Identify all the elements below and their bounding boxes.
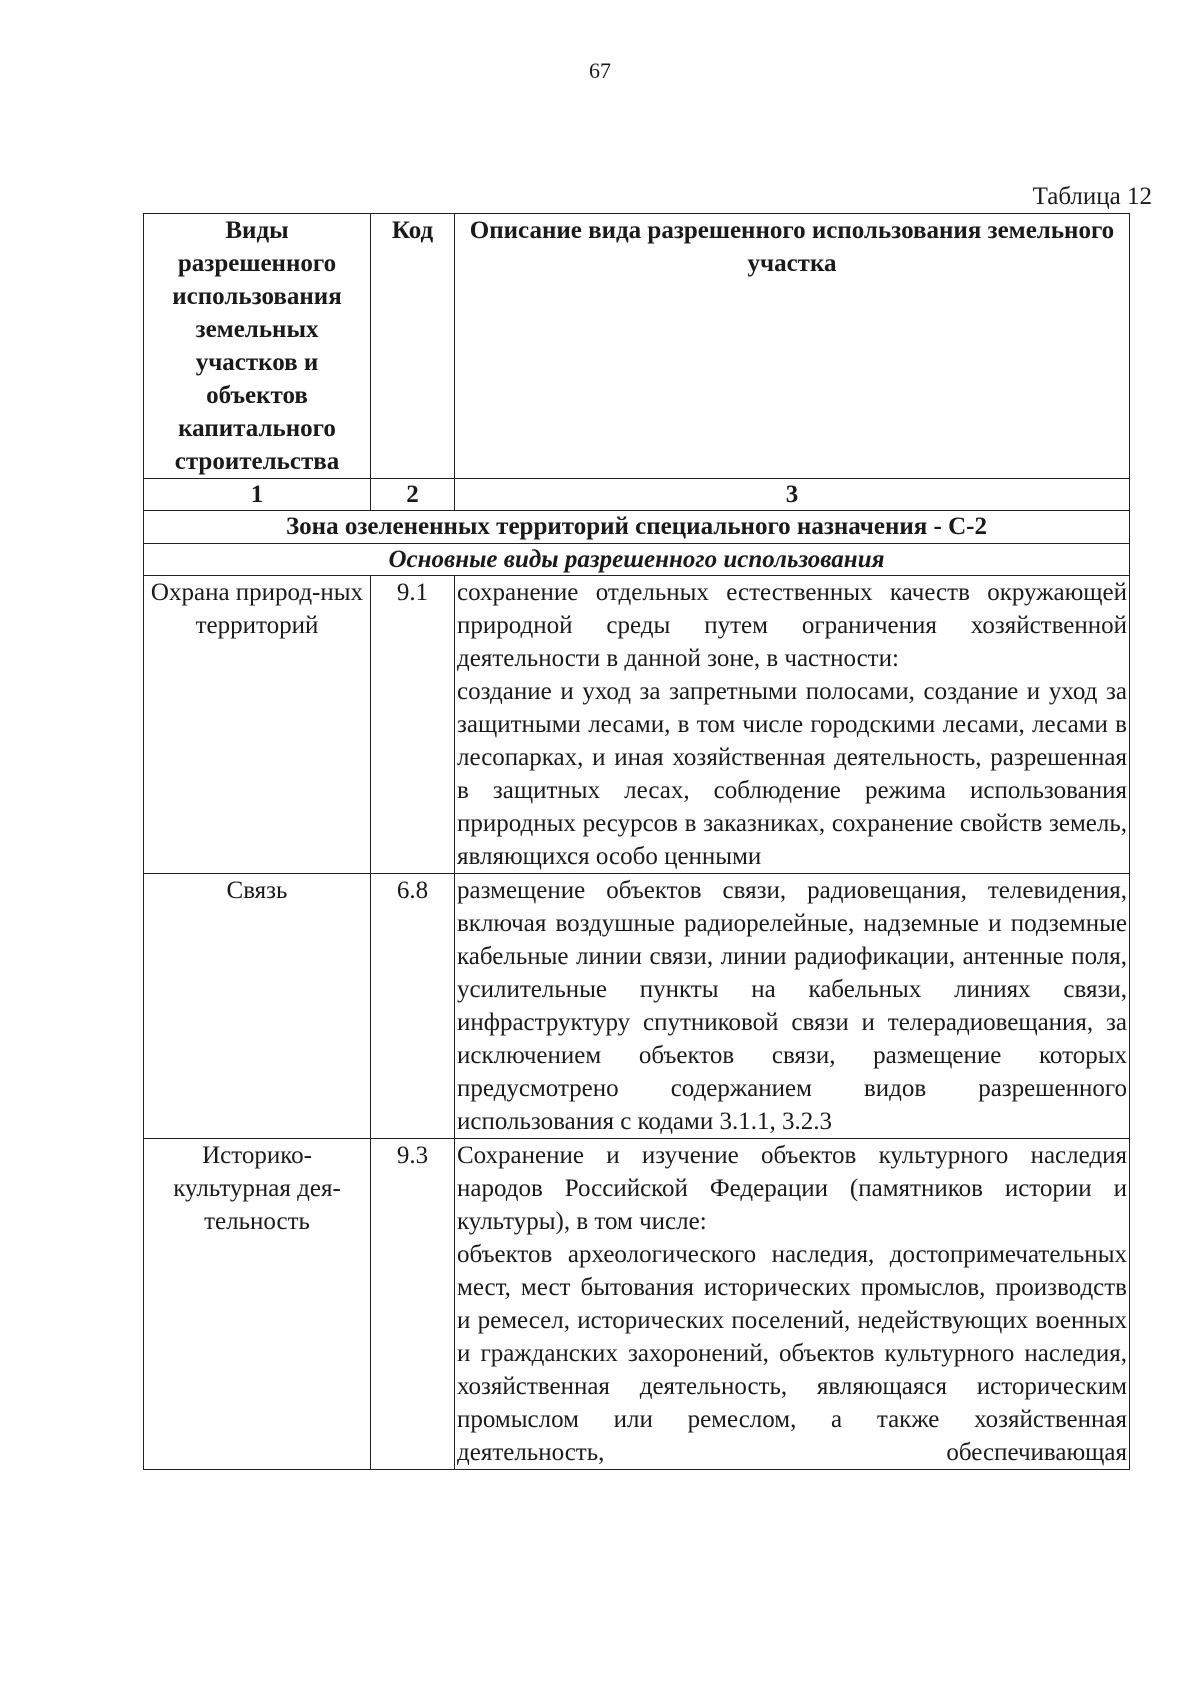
table-caption: Таблица 12 <box>1032 183 1152 210</box>
zone-title: Зона озелененных территорий специального назначения - С-2 <box>144 511 1130 544</box>
description-paragraph: создание и уход за запретными полосами, создание и уход за защитными лесами, в том числе городскими лесами, лесами в лесопарках, и иная хозяйственная деятельность, разрешенная в защитных лесах, соблюдение режима использования природных ресурсов в заказниках, сохранение свойств земель, являющихся особо ценными <box>457 678 1127 870</box>
page-number: 67 <box>589 58 611 83</box>
land-use-code: 6.8 <box>371 874 455 1139</box>
zone-title-row <box>144 511 1130 544</box>
column-number: 2 <box>371 479 455 511</box>
column-numbers-row <box>144 479 1130 511</box>
table-row <box>144 576 1130 874</box>
section-title: Основные виды разрешенного использования <box>144 544 1130 576</box>
table-row <box>144 874 1130 1139</box>
header-land-use-types: Виды разрешенного использования земельных участков и объектов капитального строительства <box>144 214 371 479</box>
land-use-description <box>455 874 1130 1139</box>
column-number: 1 <box>144 479 371 511</box>
table-row <box>144 1139 1130 1470</box>
land-use-name: Историко-культурная дея-тельность <box>144 1139 371 1470</box>
land-use-table <box>143 213 1130 1470</box>
land-use-name: Охрана природ-ных территорий <box>144 576 371 874</box>
land-use-description <box>455 576 1130 874</box>
land-use-description <box>455 1139 1130 1470</box>
description-paragraph: объектов археологического наследия, достопримечательных мест, мест бытования исторических промыслов, производств и ремесел, исторических поселений, недействующих военных и гражданских захоронений, объектов культурного наследия, хозяйственная деятельность, являющаяся историческим промыслом или ремеслом, а также хозяйственная деятельность, обеспечивающая <box>457 1241 1127 1466</box>
description-paragraph: сохранение отдельных естественных качеств окружающей природной среды путем ограничения хозяйственной деятельности в данной зоне, в частности: <box>457 579 1127 672</box>
land-use-code: 9.1 <box>371 576 455 874</box>
column-number: 3 <box>455 479 1130 511</box>
description-paragraph: Сохранение и изучение объектов культурного наследия народов Российской Федерации (памятников истории и культуры), в том числе: <box>457 1142 1127 1235</box>
description-paragraph: размещение объектов связи, радиовещания, телевидения, включая воздушные радиорелейные, надземные и подземные кабельные линии связи, линии радиофикации, антенные поля, усилительные пункты на кабельных линиях связи, инфраструктуру спутниковой связи и телерадиовещания, за исключением объектов связи, размещение которых предусмотрено содержанием видов разрешенного использования с кодами 3.1.1, 3.2.3 <box>457 877 1127 1135</box>
header-code: Код <box>371 214 455 479</box>
section-title-row <box>144 544 1130 576</box>
header-description: Описание вида разрешенного использования земельного участка <box>455 214 1130 479</box>
land-use-name: Связь <box>144 874 371 1139</box>
table-header-row <box>144 214 1130 479</box>
land-use-code: 9.3 <box>371 1139 455 1470</box>
